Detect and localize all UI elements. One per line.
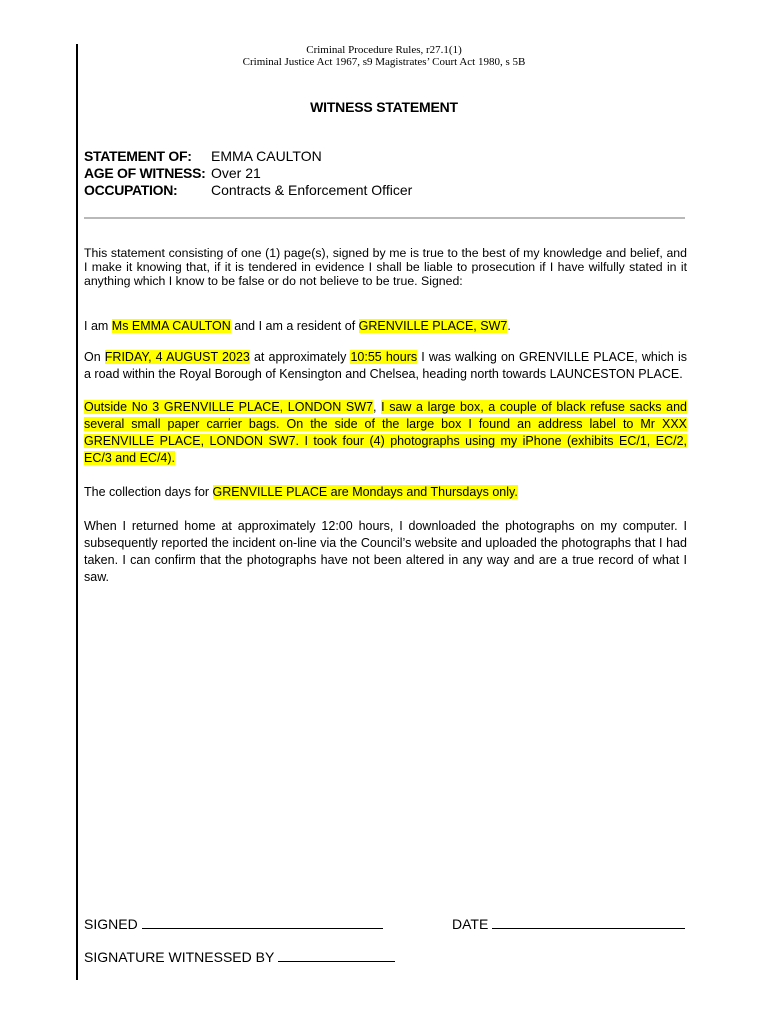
left-margin-rule xyxy=(76,44,78,980)
occupation-value: Contracts & Enforcement Officer xyxy=(211,182,413,198)
witnessed-by-line xyxy=(84,948,395,966)
residence-highlight: GRENVILLE PLACE, SW7 xyxy=(358,319,508,333)
statement-of-value: EMMA CAULTON xyxy=(211,148,322,164)
section-divider xyxy=(84,217,685,219)
witnessed-by-label: SIGNATURE WITNESSED BY xyxy=(84,949,278,965)
statute-reference-line-2: Criminal Justice Act 1967, s9 Magistrates’ Court Act 1980, s 5B xyxy=(242,56,526,68)
p3-comma: , xyxy=(372,400,377,414)
signed-label: SIGNED xyxy=(84,916,142,932)
date-label: DATE xyxy=(452,916,493,932)
p1-text-a: I am xyxy=(84,319,112,333)
p2-text-a: On xyxy=(84,350,105,364)
p1-text-c: . xyxy=(507,319,511,333)
paragraph-findings xyxy=(84,399,687,467)
age-value: Over 21 xyxy=(211,165,261,181)
document-title: WITNESS STATEMENT xyxy=(310,99,458,115)
witness-signature-blank[interactable] xyxy=(278,948,395,962)
declaration-paragraph: This statement consisting of one (1) page(s), signed by me is true to the best of my knowledge and belief, and I make it knowing that, if it is tendered in evidence I shall be liable to prosecution if I have wilfully stated in it anything which I know to be false or do not believe to be true. Signed: xyxy=(84,246,687,288)
time-highlight: 10:55 hours xyxy=(350,350,418,364)
date-line xyxy=(452,915,685,933)
p1-text-b: and I am a resident of xyxy=(230,319,359,333)
paragraph-collection-days xyxy=(84,484,687,501)
statement-of-label: STATEMENT OF: xyxy=(84,148,192,164)
witness-name-highlight: Ms EMMA CAULTON xyxy=(111,319,231,333)
paragraph-identity xyxy=(84,318,687,335)
p2-text-c: I was walking on GRENVILLE PLACE, which is a road within the Royal Borough of Kensington and Chelsea, heading north towards LAUNCESTON PLACE. xyxy=(84,350,687,381)
signed-line xyxy=(84,915,383,933)
paragraph-date-time xyxy=(84,349,687,383)
signature-blank[interactable] xyxy=(142,915,383,929)
p2-text-b: at approximately xyxy=(249,350,351,364)
occupation-label: OCCUPATION: xyxy=(84,182,178,198)
statute-reference-line-1: Criminal Procedure Rules, r27.1(1) xyxy=(306,44,462,56)
paragraph-report: When I returned home at approximately 12:00 hours, I downloaded the photographs on my computer. I subsequently reported the incident on-line via the Council’s website and uploaded the photographs that I had taken. I can confirm that the photographs have not been altered in any way and are a true record of what I saw. xyxy=(84,519,687,584)
findings-highlight: I saw a large box, a couple of black refuse sacks and several small paper carrier bags. On the side of the large box I found an address label to Mr XXX GRENVILLE PLACE, LONDON SW7. I took four (4) photographs using my iPhone (exhibits EC/1, EC/2, EC/3 and EC/4). xyxy=(84,400,687,465)
p4-text-a: The collection days for xyxy=(84,485,213,499)
age-label: AGE OF WITNESS: xyxy=(84,165,206,181)
date-blank[interactable] xyxy=(492,915,685,929)
location-highlight: Outside No 3 GRENVILLE PLACE, LONDON SW7 xyxy=(84,400,373,414)
date-highlight: FRIDAY, 4 AUGUST 2023 xyxy=(104,350,250,364)
collection-days-highlight: GRENVILLE PLACE are Mondays and Thursdays only. xyxy=(212,485,518,499)
